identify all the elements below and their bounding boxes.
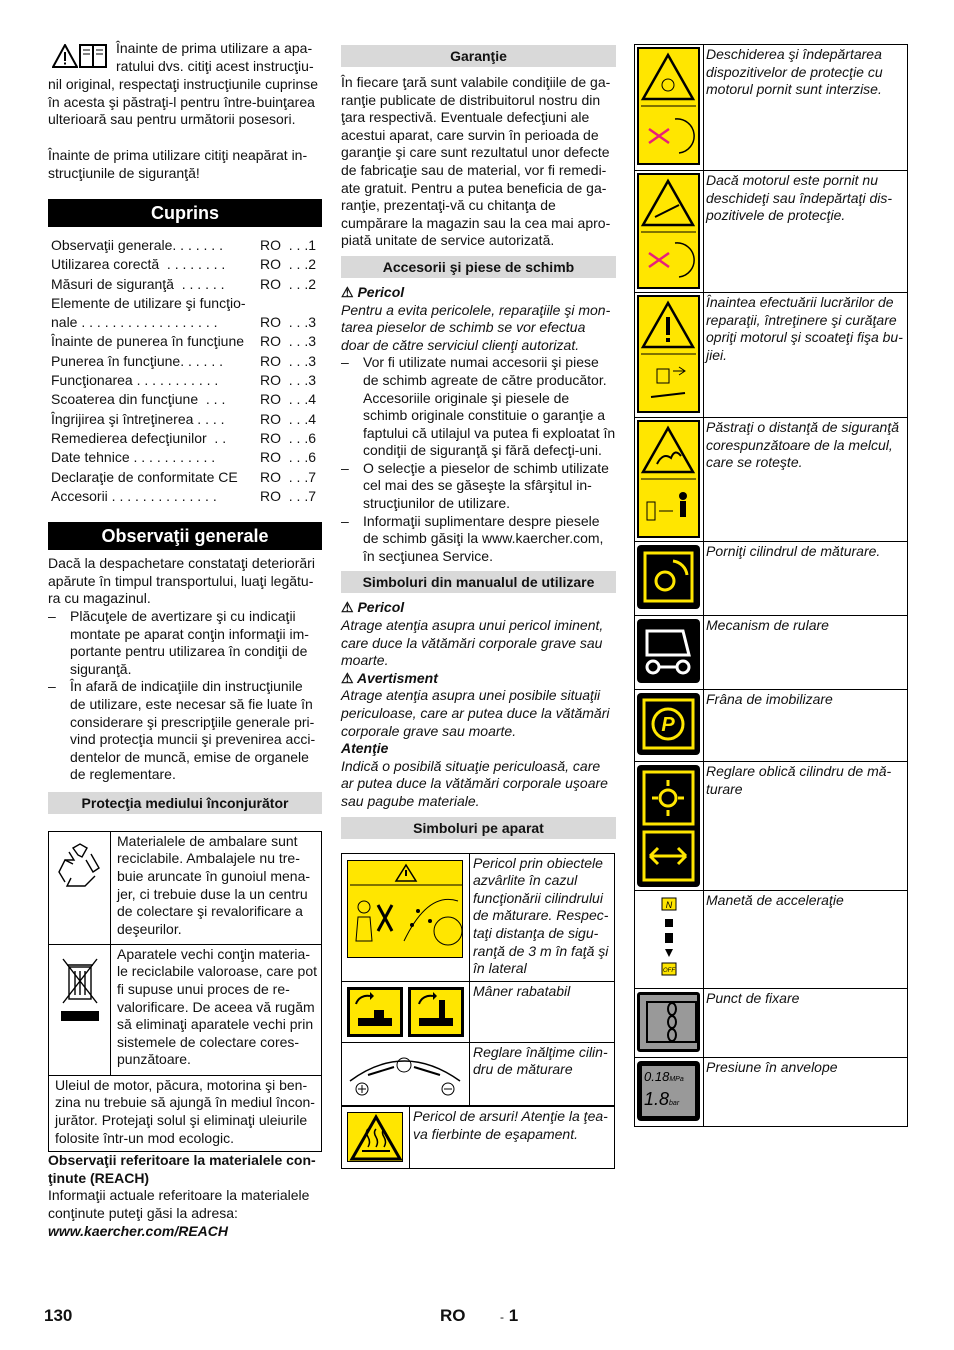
toc-entry-page: RO . . .3 xyxy=(260,333,317,350)
brush-start-icon xyxy=(635,542,704,616)
list-item: – În afară de indicaţiile din instrucţiunile de utilizare, este necesar să fie luate în considerare şi prescripţiile generale pri-vind protecţia muncii şi prevenirea acci-dentelor de muncă, emise de organele de reglementare. xyxy=(48,678,316,783)
toc-entry-title: Funcţionarea . . . . . . . . . . . xyxy=(51,372,219,389)
toc-entry[interactable] xyxy=(48,410,322,429)
toc-entry-page: RO . . .2 xyxy=(260,256,317,273)
toc-entry-page: RO . . .3 xyxy=(260,314,317,331)
manual-book-icon xyxy=(79,44,107,73)
recycling-icon xyxy=(49,831,111,944)
maintenance-warning-icon xyxy=(635,293,704,418)
hot-surface-icon xyxy=(342,1107,410,1169)
guard-remove-text: Dacă motorul este pornit nu deschideţi sau îndepărtaţi dis-pozitivele de protecţie. xyxy=(704,171,908,293)
hot-surface-table xyxy=(341,1106,615,1169)
toc-entry-page: RO . . .6 xyxy=(260,449,317,466)
toc-entry[interactable] xyxy=(48,371,322,390)
warning-icon: ⚠ xyxy=(341,669,354,686)
toc-entry-title: Punerea în funcţiune. . . . . . xyxy=(51,352,223,369)
contents-heading: Cuprins xyxy=(48,199,322,227)
toc-entry-title: Utilizarea corectă . . . . . . . . xyxy=(51,256,226,273)
toc-entry[interactable] xyxy=(48,352,322,371)
intro-text: nil original, respectaţi instrucţiunile cuprinse în acesta şi păstraţi-l pentru între-buinţarea ulterioară sau pentru următorii posesori. xyxy=(48,76,319,128)
intro-safety: Înainte de prima utilizare citiţi neapărat in-strucţiunile de siguranţă! xyxy=(48,147,308,181)
general-para: Dacă la despachetare constataţi deteriorări apărute în timpul transportului, luaţi legătu-ra cu magazinul. xyxy=(48,555,315,607)
general-heading: Observaţii generale xyxy=(48,522,322,550)
environment-heading: Protecţia mediului înconjurător xyxy=(48,792,322,814)
pressure-value-bar: 1.8 xyxy=(644,1088,670,1109)
toc-entry[interactable] xyxy=(48,487,322,506)
svg-text:N: N xyxy=(665,900,673,910)
table-of-contents xyxy=(48,236,322,506)
toc-entry-title: Elemente de utilizare şi funcţio- xyxy=(51,294,246,311)
symbol-caution-label: Atenţie xyxy=(341,740,389,757)
drive-text: Mecanism de rulare xyxy=(704,616,908,690)
intro-line1: Înainte de prima utilizare a apa- xyxy=(116,40,313,56)
section-number: - 1 xyxy=(500,1306,519,1325)
warranty-heading: Garanţie xyxy=(341,45,616,67)
pressure-unit-mpa: MPa xyxy=(669,1075,684,1083)
toc-entry[interactable] xyxy=(48,275,322,294)
throttle-icon xyxy=(635,891,704,989)
maintenance-text: Înaintea efectuării lucrărilor de reparaţii, întreţinere şi curăţare opriţi motorul şi scoateţi fişa bu-jiei. xyxy=(704,293,908,418)
device-symbols-table xyxy=(341,853,615,1107)
warning-icon: ⚠ xyxy=(341,283,354,300)
flying-objects-text: Pericol prin obiectele azvârlite în cazul funcţionării cilindrului de măturare. Respec-taţi distanţa de sigu-ranţă de 3 m în faţă şi în lateral xyxy=(470,853,615,981)
svg-text:P: P xyxy=(661,714,675,736)
reach-text: Informaţii actuale referitoare la materialele conţinute puteţi găsi la adresa: xyxy=(48,1187,310,1222)
toc-entry-title: Observaţii generale. . . . . . . xyxy=(51,237,223,253)
device-symbols-heading: Simboluri pe aparat xyxy=(341,817,616,839)
warranty-text: În fiecare ţară sunt valabile condiţiile de ga-ranţie publicate de distribuitorul nostru din ţara respectivă. Eventuale defecţiuni ale acestui aparat, care survin în perioada de garanţie şi care sunt rezultatul unor defecte de fabricaţie sau de material, vor fi remedi-ate gratuit. Pentru a putea beneficia de ga-ranţie, prezentaţi-vă cu chitanţa de cumpărare la magazin sau la cea mai apro-piată unitate de service autorizată. xyxy=(341,74,611,249)
toc-entry-page: RO . . .7 xyxy=(260,487,317,504)
toc-entry[interactable] xyxy=(48,448,322,467)
bin-text: Aparatele vechi conţin materia-le reciclabile valoroase, care pot fi supuse unui proces de re-valorificare. De aceea vă rugăm să eliminaţi aparatele vechi prin sistemele de colectare cores-punzătoare. xyxy=(111,944,322,1075)
toc-entry-page: RO . . .2 xyxy=(260,275,317,292)
flying-objects-warning-icon xyxy=(342,853,470,981)
toc-entry-title: nale . . . . . . . . . . . . . . . . . . xyxy=(51,314,218,331)
toc-entry[interactable] xyxy=(48,294,322,313)
oil-text: Uleiul de motor, păcura, motorina şi ben-zina nu trebuie să ajungă în mediul încon-jurător. Protejaţi solul şi eliminaţi uleiurile folosite într-un mod ecologic. xyxy=(49,1075,322,1151)
throttle-text: Manetă de acceleraţie xyxy=(704,891,908,989)
parking-brake-icon xyxy=(635,690,704,762)
brush-angle-icon xyxy=(635,762,704,891)
brush-height-text: Reglare înălţime cilin-dru de măturare xyxy=(470,1042,615,1106)
manual-symbols-heading: Simboluri din manualul de utilizare xyxy=(341,571,616,593)
auger-distance-icon xyxy=(635,418,704,542)
toc-entry[interactable] xyxy=(48,390,322,409)
toc-entry-page: RO . . .3 xyxy=(260,352,317,369)
guard-remove-warning-icon xyxy=(635,171,704,293)
symbol-warning-text: Atrage atenţia asupra unei posibile situaţii periculoase, care ar putea duce la vătămări corporale grave sau moarte. xyxy=(341,687,610,739)
toc-entry-title: Înainte de punerea în funcţiune xyxy=(51,333,245,350)
intro-block xyxy=(48,40,322,185)
reach-link[interactable]: www.kaercher.com/REACH xyxy=(48,1222,228,1239)
toc-entry-page xyxy=(260,294,322,313)
list-item: – O selecţie a pieselor de schimb utilizate cel mai des se găseşte la sfârşitul in-strucţiunilor de utilizare. xyxy=(341,459,609,512)
toc-entry-page: RO . . .7 xyxy=(260,468,317,485)
toc-entry[interactable] xyxy=(48,236,322,255)
tire-pressure-icon xyxy=(635,1057,704,1126)
brush-height-icon xyxy=(342,1042,470,1106)
svg-text:OFF: OFF xyxy=(663,968,675,974)
recycling-text: Materialele de ambalare sunt reciclabile. Ambalajele nu tre-buie aruncate în gunoiul mena-jer, ci trebuie duse la un centru de colectare şi revalorificare a deşeurilor. xyxy=(111,831,322,944)
auger-distance-text: Păstraţi o distanţă de siguranţă corespunzătoare de la melcul, care se roteşte. xyxy=(704,418,908,542)
guard-open-warning-icon xyxy=(635,45,704,171)
toc-entry-title: Date tehnice . . . . . . . . . . . xyxy=(51,449,216,466)
danger-label: ⚠ Pericol xyxy=(341,283,405,300)
hot-surface-text: Pericol de arsuri! Atenţie la ţea-va fierbinte de eşapament. xyxy=(410,1107,615,1169)
pressure-unit-bar: bar xyxy=(669,1099,680,1107)
folding-handle-text: Mâner rabatabil xyxy=(470,981,615,1042)
tire-pressure-text: Presiune în anvelope xyxy=(704,1057,908,1126)
list-item: – Vor fi utilizate numai accesorii şi piese de schimb agreate de către producător. Accesoriile originale şi piesele de schimb originale constituie o garanţie a faptului că utilajul va putea fi exploatat în condiţii de siguranţă şi fără defecţi-uni. xyxy=(341,354,616,459)
parking-brake-text: Frâna de imobilizare xyxy=(704,690,908,762)
folding-handle-icon xyxy=(342,981,470,1042)
pressure-value-mpa: 0.18 xyxy=(644,1068,670,1084)
toc-entry-title: Declaraţie de conformitate CE xyxy=(51,468,238,485)
intro-line2: ratului dvs. citiţi acest instrucţiu- xyxy=(116,58,314,74)
toc-entry-page: RO . . .3 xyxy=(260,372,317,389)
brush-angle-text: Reglare oblică cilindru de mă-turare xyxy=(704,762,908,891)
tie-down-icon xyxy=(635,988,704,1057)
toc-entry-title: Accesorii . . . . . . . . . . . . . . xyxy=(51,487,217,504)
list-item: – Plăcuţele de avertizare şi cu indicaţii montate pe aparat conţin informaţii im-portante pentru utilizarea în condiţii de siguranţă. xyxy=(48,607,309,677)
accessories-heading: Accesorii şi piese de schimb xyxy=(341,256,616,278)
symbol-warning-label: ⚠ Avertisment xyxy=(341,669,438,686)
toc-entry-page: RO . . .1 xyxy=(260,237,317,253)
column-middle xyxy=(341,40,616,1169)
toc-entry-title: Remedierea defecţiunilor . . xyxy=(51,429,227,446)
warning-icon xyxy=(52,44,78,73)
symbol-caution-text: Indică o posibilă situaţie periculoasă, care ar putea duce la vătămări corporale uşoare sau pagube materiale. xyxy=(341,757,608,809)
list-item: – Informaţii suplimentare despre piesele de schimb găsiţi la www.kaercher.com, în secţiunea Service. xyxy=(341,512,604,564)
environment-table xyxy=(48,831,322,1152)
toc-entry[interactable] xyxy=(48,468,322,487)
reach-heading: Observaţii referitoare la materialele con-ţinute (REACH) xyxy=(48,1152,316,1186)
symbol-danger-label: ⚠ Pericol xyxy=(341,599,405,616)
toc-entry[interactable] xyxy=(48,313,322,332)
warning-icon: ⚠ xyxy=(341,599,354,616)
column-right xyxy=(634,44,908,1127)
toc-entry[interactable] xyxy=(48,429,322,448)
toc-entry-title: Îngrijirea şi întreţinerea . . . . xyxy=(51,410,225,427)
toc-entry-page: RO . . .4 xyxy=(260,410,317,427)
toc-entry[interactable] xyxy=(48,255,322,274)
toc-entry-page: RO . . .4 xyxy=(260,391,317,408)
manual-symbols-list xyxy=(341,599,616,810)
brush-start-text: Porniţi cilindrul de măturare. xyxy=(704,542,908,616)
language-code: RO xyxy=(440,1306,466,1325)
drive-icon xyxy=(635,616,704,690)
crossed-bin-icon xyxy=(49,944,111,1075)
guard-open-text: Deschiderea şi îndepărtarea dispozitivelor de protecţie cu motorul pornit sunt interzise. xyxy=(704,45,908,171)
page-number: 130 xyxy=(44,1306,73,1325)
toc-entry-page: RO . . .6 xyxy=(260,429,317,446)
toc-entry-title: Măsuri de siguranţă . . . . . . xyxy=(51,275,225,292)
machine-symbols-table xyxy=(634,44,908,1127)
toc-entry-title: Scoaterea din funcţiune . . . xyxy=(51,391,226,408)
tie-down-text: Punct de fixare xyxy=(704,988,908,1057)
toc-entry[interactable] xyxy=(48,332,322,351)
symbol-danger-text: Atrage atenţia asupra unui pericol iminent, care duce la vătămări corporale grave sau moarte. xyxy=(341,617,604,669)
danger-text: Pentru a evita pericolele, reparaţiile şi mon-tarea pieselor de schimb se vor efectua doar de către serviciul clienţi autorizat. xyxy=(341,301,611,353)
column-left xyxy=(48,40,322,1240)
